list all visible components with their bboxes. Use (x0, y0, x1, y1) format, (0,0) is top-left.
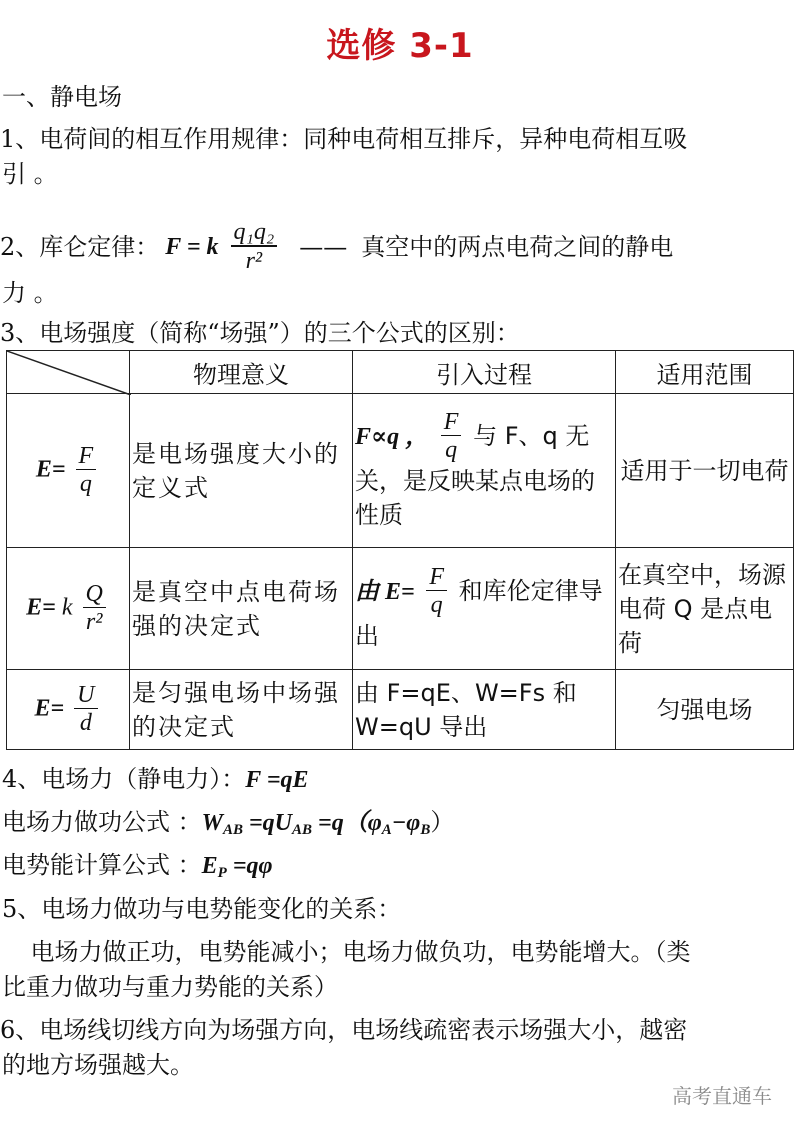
pe-rhs: =qφ (226, 853, 273, 879)
table-header-process: 引入过程 (353, 351, 616, 394)
work-phiB-sub: B (420, 822, 431, 838)
work-w: W (201, 810, 223, 836)
formula-cell (7, 394, 130, 548)
formula-k: k (61, 594, 73, 621)
coulomb-fraction (231, 219, 278, 275)
work-eq1: =qU (243, 810, 293, 836)
item2-coulomb-law (0, 212, 673, 282)
table-row (7, 548, 794, 670)
item1-line1: 1、电荷间的相互作用规律：同种电荷相互排斥，异种电荷相互吸 (0, 125, 688, 153)
process-text-a: 由 E= (355, 578, 415, 605)
meaning-cell: 是电场强度大小的定义式 (130, 394, 353, 548)
formula-numerator: Q (85, 580, 103, 607)
item2-line2: 力 。 (2, 279, 58, 307)
formula-denominator: q (79, 471, 92, 498)
formula-cell (7, 548, 130, 670)
table-corner-cell (7, 351, 130, 394)
item2-dash: —— (299, 233, 348, 261)
process-numerator: F (443, 408, 459, 435)
meaning-cell: 是真空中点电荷场强的决定式 (130, 548, 353, 670)
item5-heading: 5、电场力做功与电势能变化的关系： (2, 895, 402, 923)
work-phiA-sub: A (381, 822, 392, 838)
pe-label: 电势能计算公式 ： (2, 851, 202, 879)
coulomb-denominator: r² (245, 247, 263, 274)
pe-e: E (201, 853, 218, 879)
formula-fraction (76, 443, 97, 499)
item3-heading: 3、电场强度（简称“场强”）的三个公式的区别： (0, 319, 520, 347)
formula-lhs: E= (26, 594, 56, 621)
item5-line2: 比重力做功与重力势能的关系） (2, 973, 338, 1001)
page-title: 选修 3-1 (326, 26, 474, 66)
item6-line1: 6、电场线切线方向为场强方向，电场线疏密表示场强大小，越密 (0, 1016, 688, 1044)
process-denominator: q (445, 437, 458, 464)
formula-numerator: F (78, 442, 94, 469)
table-header-meaning: 物理意义 (130, 351, 353, 394)
item2-prefix: 2、库仑定律： (0, 233, 160, 261)
item5-line1: 电场力做正功，电势能减小；电场力做负功，电势能增大。（类 (0, 938, 691, 966)
diagonal-line-icon (7, 351, 131, 395)
work-formula-line (2, 805, 454, 847)
coulomb-formula-lhs: F = k (165, 234, 219, 260)
process-fraction (441, 409, 462, 465)
table-header-scope: 适用范围 (616, 351, 794, 394)
formula-denominator: d (79, 710, 92, 737)
process-text-b: 和库伦定律导出 (355, 576, 603, 651)
meaning-cell: 是匀强电场中场强的决定式 (130, 670, 353, 750)
process-numerator: F (429, 563, 444, 590)
table-row (7, 394, 794, 548)
formula-cell (7, 670, 130, 750)
process-text-b: 与 F、q 无关，是反映某点电场的性质 (355, 421, 595, 530)
process-cell: 由 F=qE、W=Fs 和 W=qU 导出 (353, 670, 616, 750)
item4-electric-force (2, 762, 309, 797)
process-cell (353, 394, 616, 548)
work-w-sub: AB (222, 822, 243, 838)
field-strength-comparison-table (6, 350, 794, 750)
scope-cell: 匀强电场 (616, 670, 794, 750)
section-heading-electrostatics: 一、静电场 (2, 83, 122, 111)
item4-label: 4、电场力（静电力）： (2, 765, 246, 793)
work-close: ） (430, 808, 455, 836)
watermark: 高考直通车 (672, 1084, 772, 1108)
process-cell (353, 548, 616, 670)
formula-fraction (83, 581, 106, 637)
process-fraction (426, 564, 447, 620)
scope-cell: 在真空中，场源电荷 Q 是点电荷 (616, 548, 794, 670)
work-u-sub: AB (292, 822, 313, 838)
work-label: 电场力做功公式 ： (2, 808, 202, 836)
formula-lhs: E= (35, 456, 66, 483)
pe-e-sub: P (217, 865, 227, 881)
process-text-a: F∝q ， (355, 423, 430, 450)
item1-line2: 引 。 (2, 160, 58, 188)
formula-lhs: E= (34, 695, 65, 722)
scope-cell: 适用于一切电荷 (616, 394, 794, 548)
item4-formula: F =qE (245, 767, 309, 793)
table-header-row (7, 351, 794, 394)
potential-energy-line (2, 848, 273, 890)
formula-fraction (74, 682, 97, 738)
item6-line2: 的地方场强越大。 (2, 1051, 194, 1079)
item2-suffix: 真空中的两点电荷之间的静电 (361, 233, 674, 261)
work-minus: −φ (391, 810, 421, 836)
process-denominator: q (430, 592, 443, 619)
formula-numerator: U (77, 681, 95, 708)
coulomb-numerator: q₁q₂ (233, 219, 275, 246)
work-eq2: =q（φ (312, 810, 382, 836)
table-row (7, 670, 794, 750)
formula-denominator: r² (85, 609, 103, 636)
